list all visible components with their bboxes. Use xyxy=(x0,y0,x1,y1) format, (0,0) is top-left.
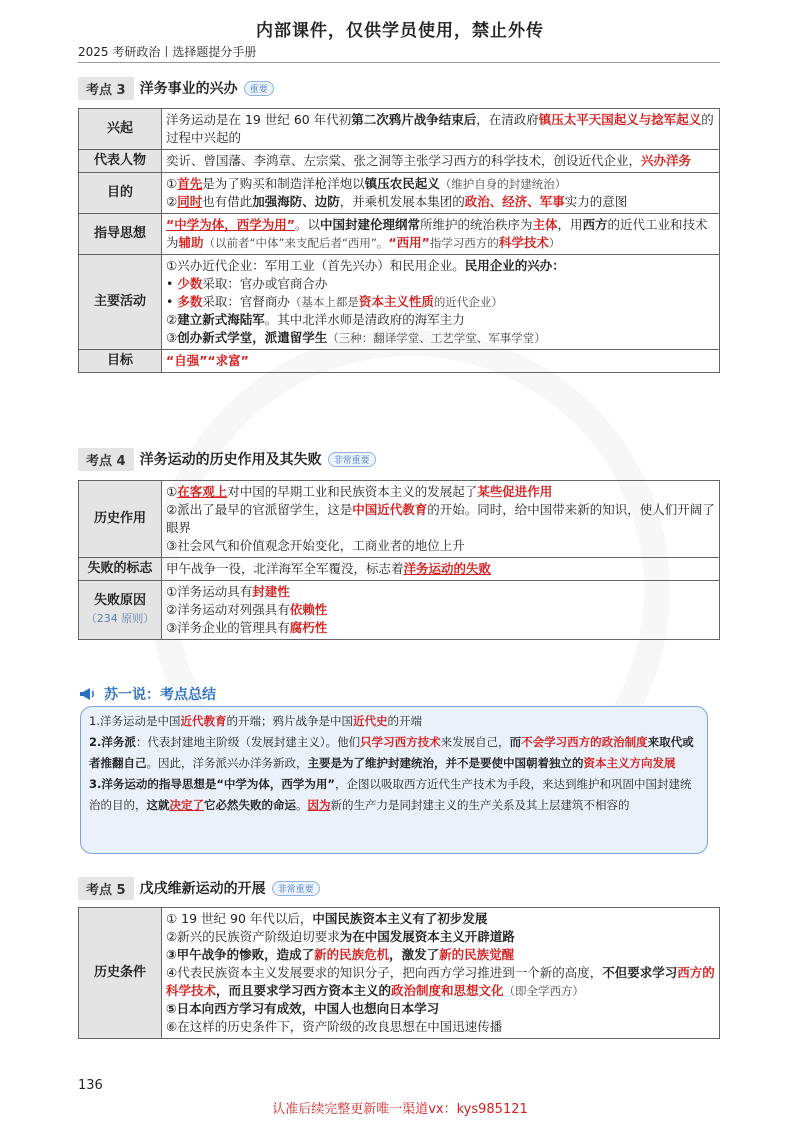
row-content: 洋务运动是在 19 世纪 60 年代初第二次鸦片战争结束后，在清政府镇压太平天国起义与捻军起义的过程中兴起的 xyxy=(162,109,720,150)
row-content: ①兴办近代企业：军用工业（首先兴办）和民用企业。民用企业的兴办： • 少数采取：官办或官商合办 • 多数采取：官督商办（基本上都是资本主义性质的近代企业） ②建立新式海陆军。其中北洋水师是清政府的海军主力 ③创办新式学堂，派遣留学生（三种：翻译学堂、工艺学堂、军事学堂） xyxy=(162,255,720,350)
footer-channel-note: 认准后续完整更新唯一渠道vx：kys985121 xyxy=(272,1102,528,1117)
kp3-importance-badge: 重要 xyxy=(244,81,274,96)
table-row xyxy=(79,481,720,558)
row-content: ①首先是为了购买和制造洋枪洋炮以镇压农民起义（维护自身的封建统治） ②同时也有借此加强海防、边防，并乘机发展本集团的政治、经济、军事实力的意图 xyxy=(162,173,720,214)
row-content: “中学为体，西学为用”。以中国封建伦理纲常所维护的统治秩序为主体，用西方的近代工业和技术为辅助（以前者“中体”来支配后者“西用”。“西用”指学习西方的科学技术） xyxy=(162,214,720,255)
row-content: ①洋务运动具有封建性 ②洋务运动对列强具有依赖性 ③洋务企业的管理具有腐朽性 xyxy=(162,581,720,640)
row-content: ①在客观上对中国的早期工业和民族资本主义的发展起了某些促进作用 ②派出了最早的官派留学生，这是中国近代教育的开始。同时，给中国带来新的知识，使人们开阔了眼界 ③社会风气和价值观念开始变化，工商业者的地位上升 xyxy=(162,481,720,558)
summary-title: 苏一说：考点总结 xyxy=(104,687,216,703)
row-content: 甲午战争一役，北洋海军全军覆没，标志着洋务运动的失败 xyxy=(162,558,720,581)
row-label: 失败的标志 xyxy=(79,558,162,581)
page-number: 136 xyxy=(78,1078,103,1093)
row-label: 失败原因 （234 原则） xyxy=(79,581,162,640)
row-label: 历史条件 xyxy=(79,908,162,1039)
row-label: 兴起 xyxy=(79,109,162,150)
kp4-tag: 考点 4 xyxy=(78,448,134,471)
kp5-title: 戊戌维新运动的开展 xyxy=(139,881,266,897)
kp3-tag: 考点 3 xyxy=(78,77,134,100)
kp4-title: 洋务运动的历史作用及其失败 xyxy=(139,452,322,468)
confidential-banner: 内部课件，仅供学员使用，禁止外传 xyxy=(256,21,544,41)
row-label: 代表人物 xyxy=(79,150,162,173)
book-title: 2025 考研政治丨选择题提分手册 xyxy=(78,45,257,59)
table-row xyxy=(79,255,720,350)
row-label: 目的 xyxy=(79,173,162,214)
kp5-tag: 考点 5 xyxy=(78,877,134,900)
summary-point-1: 1.洋务运动是中国近代教育的开端；鸦片战争是中国近代史的开端 xyxy=(89,714,422,728)
row-label: 目标 xyxy=(79,350,162,373)
kp5-heading xyxy=(78,877,320,899)
row-sublabel: （234 原则） xyxy=(85,612,155,625)
table-row xyxy=(79,908,720,1039)
table-row xyxy=(79,558,720,581)
table-row xyxy=(79,109,720,150)
kp5-table xyxy=(78,907,720,1039)
table-row xyxy=(79,173,720,214)
row-content: 奕䜣、曾国藩、李鸿章、左宗棠、张之洞等主张学习西方的科学技术，创设近代企业，兴办洋务 xyxy=(162,150,720,173)
kp4-importance-badge: 非常重要 xyxy=(328,452,376,467)
summary-box xyxy=(80,706,708,854)
kp3-heading xyxy=(78,77,274,99)
row-content: ① 19 世纪 90 年代以后，中国民族资本主义有了初步发展 ②新兴的民族资产阶级迫切要求为在中国发展资本主义开辟道路 ③甲午战争的惨败，造成了新的民族危机，激发了新的民族觉醒 ④代表民族资本主义发展要求的知识分子，把向西方学习推进到一个新的高度，不但要求学习西方的科学技术，而且要求学习西方资本主义的政治制度和思想文化（即全学西方） ⑤日本向西方学习有成效，中国人也想向日本学习 ⑥在这样的历史条件下，资产阶级的改良思想在中国迅速传播 xyxy=(162,908,720,1039)
kp4-table xyxy=(78,480,720,640)
summary-point-2: 2.洋务派：代表封建地主阶级（发展封建主义）。他们只学习西方技术来发展自己，而不会学习西方的政治制度来取代或者推翻自己。因此，洋务派兴办洋务新政，主要是为了维护封建统治，并不是要使中国朝着独立的资本主义方向发展 xyxy=(89,735,694,770)
kp4-heading xyxy=(78,448,376,470)
table-row xyxy=(79,581,720,640)
row-content: “自强”“求富” xyxy=(162,350,720,373)
table-row xyxy=(79,350,720,373)
summary-point-3: 3.洋务运动的指导思想是“中学为体，西学为用”，企图以吸取西方近代生产技术为手段，来达到维护和巩固中国封建统治的目的，这就决定了它必然失败的命运。因为新的生产力是同封建主义的生产关系及其上层建筑不相容的 xyxy=(89,777,692,812)
table-row xyxy=(79,150,720,173)
row-label: 指导思想 xyxy=(79,214,162,255)
summary-heading xyxy=(78,684,216,704)
table-row xyxy=(79,214,720,255)
row-label: 主要活动 xyxy=(79,255,162,350)
kp3-title: 洋务事业的兴办 xyxy=(139,81,238,97)
megaphone-icon xyxy=(78,686,96,702)
kp5-importance-badge: 非常重要 xyxy=(272,881,320,896)
row-label: 历史作用 xyxy=(79,481,162,558)
header-divider xyxy=(78,62,720,63)
kp3-table xyxy=(78,108,720,373)
